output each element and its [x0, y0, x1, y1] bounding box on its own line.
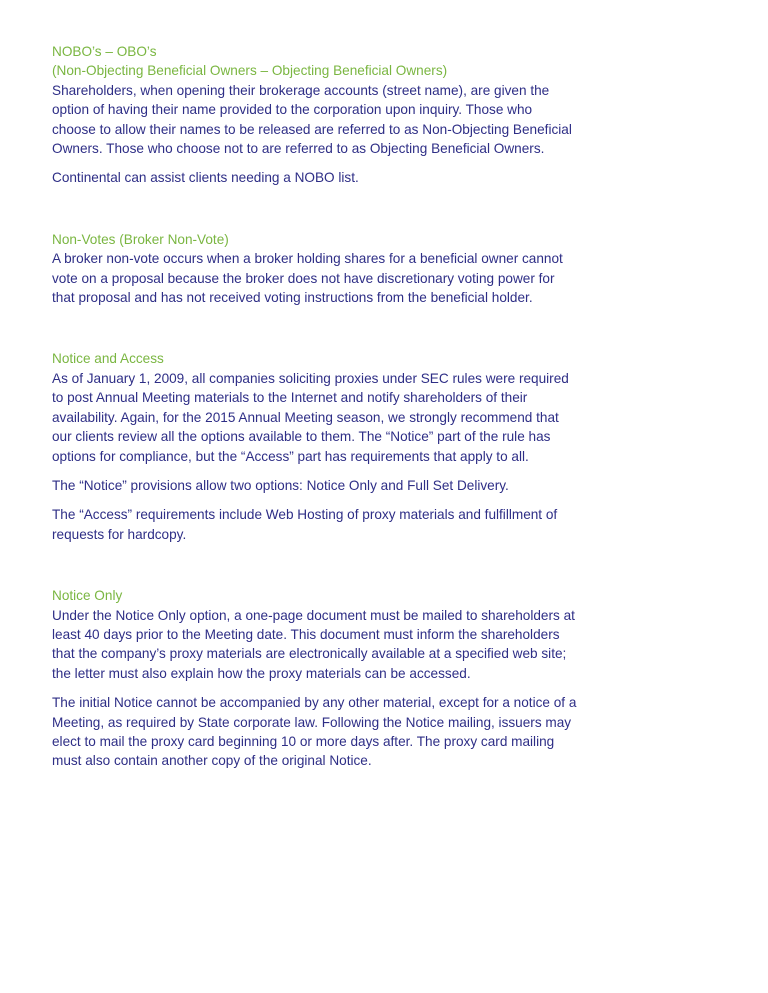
section-subheading: (Non-Objecting Beneficial Owners – Objecting Beneficial Owners) — [52, 63, 448, 79]
section-spacer — [52, 198, 577, 230]
paragraph: The “Access” requirements include Web Hosting of proxy materials and fulfillment of requests for hardcopy. — [52, 507, 558, 542]
section-heading: Notice and Access — [52, 351, 164, 367]
paragraph: A broker non-vote occurs when a broker holding shares for a beneficial owner cannot vote on a proposal because the broker does not have discretionary voting power for that proposal and has not received voting instructions from the beneficial holder. — [52, 251, 563, 306]
section-notice-only — [52, 586, 577, 771]
section-heading: NOBO’s – OBO’s — [52, 44, 157, 59]
paragraph: Under the Notice Only option, a one-page document must be mailed to shareholders at least 40 days prior to the Meeting date. This document must inform the shareholders that the company’s proxy materials are electronically available at a specified web site; the letter must also explain how the proxy materials can be accessed. — [52, 607, 575, 681]
paragraph: As of January 1, 2009, all companies soliciting proxies under SEC rules were required to post Annual Meeting materials to the Internet and notify shareholders of their availability. Again, for the 2015 Annual Meeting season, we strongly recommend that our clients review all the options available to them. The “Notice” part of the rule has options for compliance, but the “Access” part has requirements that apply to all. — [52, 370, 569, 464]
paragraph: The “Notice” provisions allow two options: Notice Only and Full Set Delivery. — [52, 477, 509, 493]
section-notice-and-access — [52, 349, 577, 544]
section-nobo-obo — [52, 42, 577, 188]
section-heading: Non-Votes (Broker Non-Vote) — [52, 231, 229, 247]
section-heading: Notice Only — [52, 588, 123, 604]
paragraph: Continental can assist clients needing a NOBO list. — [52, 170, 359, 186]
section-non-votes — [52, 230, 577, 308]
paragraph: Shareholders, when opening their brokerage accounts (street name), are given the option of having their name provided to the corporation upon inquiry. Those who choose to allow their names to be released are referred to as Non-Objecting Beneficial Owners. Those who choose not to are referred to as Objecting Beneficial Owners. — [52, 82, 572, 157]
paragraph: The initial Notice cannot be accompanied by any other material, except for a notice of a Meeting, as required by State corporate law. Following the Notice mailing, issuers may elect to mail the proxy card beginning 10 or more days after. The proxy card mailing must also contain another copy of the original Notice. — [52, 695, 577, 769]
section-spacer — [52, 317, 577, 349]
section-spacer — [52, 554, 577, 586]
document-page — [52, 42, 577, 781]
